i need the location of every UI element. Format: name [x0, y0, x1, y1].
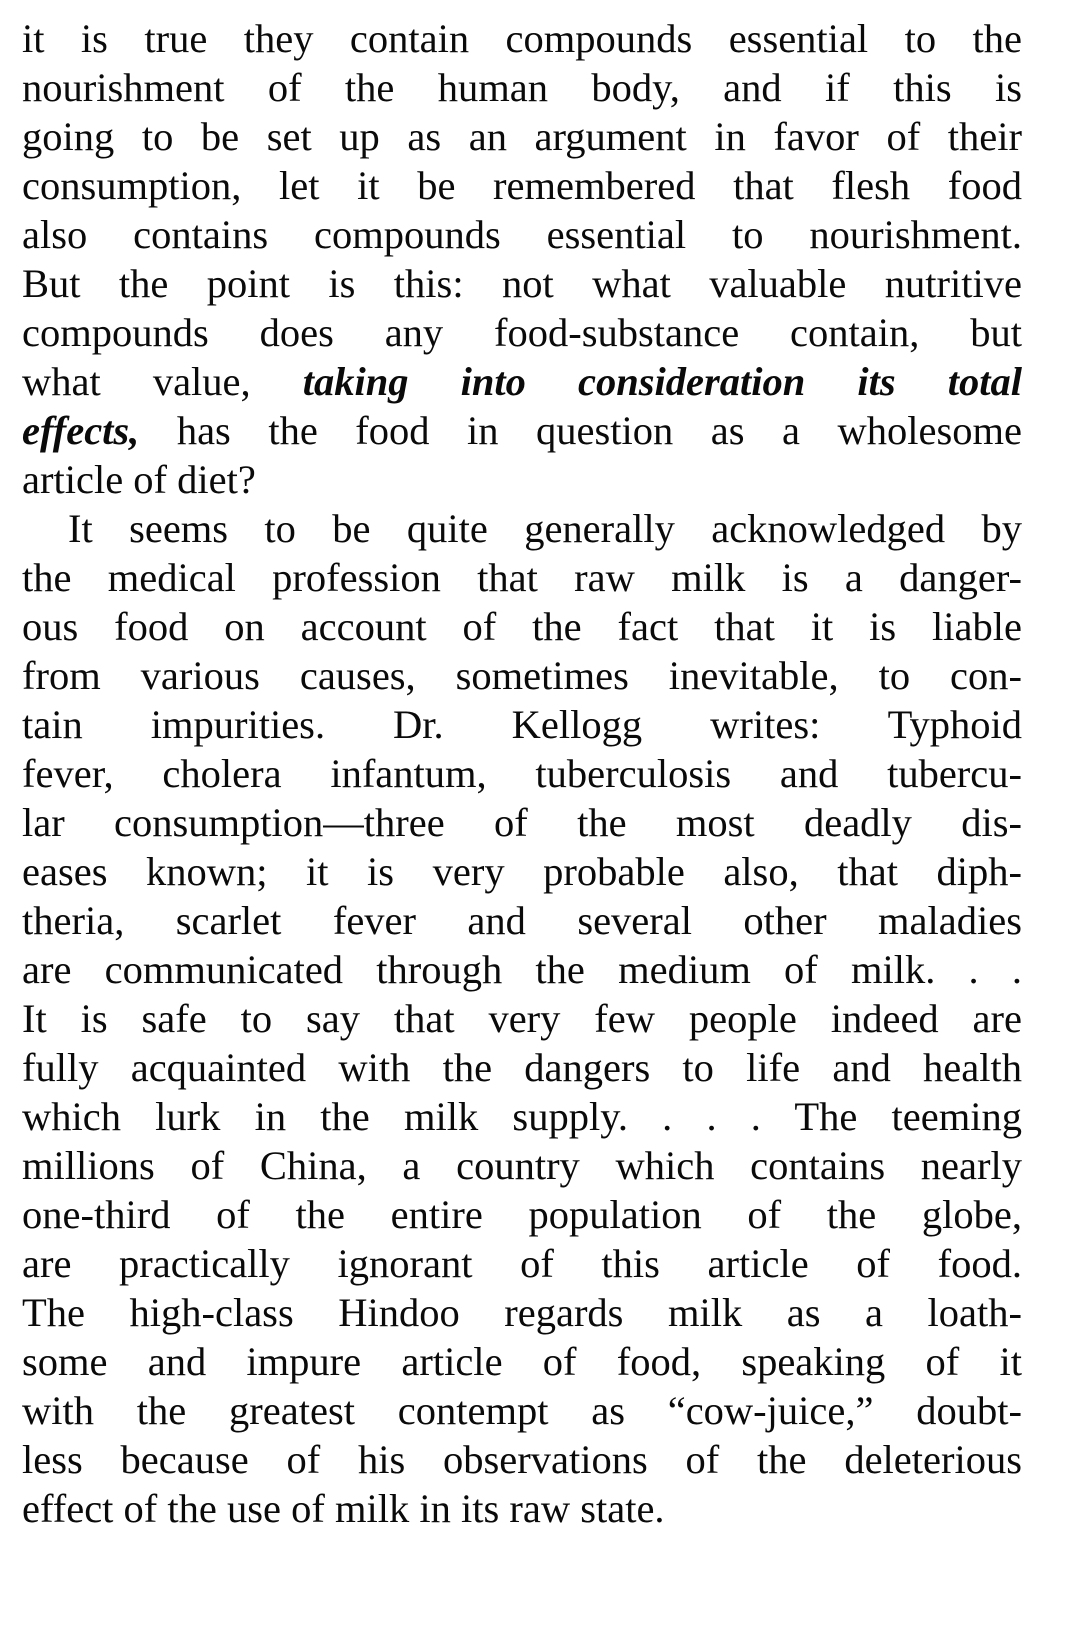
text-line: [22, 357, 1022, 406]
text-segment: effect of the use of milk in its raw state.: [22, 1486, 665, 1531]
text-line: [22, 1484, 1022, 1533]
text-segment: nourishment of the human body, and if this is: [22, 65, 1022, 110]
text-segment: consumption, let it be remembered that flesh food: [22, 163, 1022, 208]
text-line: [22, 112, 1022, 161]
text-segment: eases known; it is very probable also, that diph-: [22, 849, 1022, 894]
text-line: [22, 259, 1022, 308]
text-line: [22, 63, 1022, 112]
text-line: [22, 847, 1022, 896]
text-line: [22, 1386, 1022, 1435]
text-line: [22, 896, 1022, 945]
text-line: [22, 700, 1022, 749]
text-line: [22, 1043, 1022, 1092]
paragraph: [22, 504, 1022, 1533]
text-line: [22, 161, 1022, 210]
italic-text: taking into consideration its total: [302, 359, 1022, 404]
text-segment: The high-class Hindoo regards milk as a loath-: [22, 1290, 1022, 1335]
text-line: [22, 1337, 1022, 1386]
text-segment: from various causes, sometimes inevitable, to con-: [22, 653, 1022, 698]
text-segment: But the point is this: not what valuable nutritive: [22, 261, 1022, 306]
text-segment: article of diet?: [22, 457, 256, 502]
text-segment: ous food on account of the fact that it is liable: [22, 604, 1022, 649]
text-segment: what value,: [22, 359, 303, 404]
text-line: [22, 1141, 1022, 1190]
paragraph: [22, 14, 1022, 504]
document-page: [22, 14, 1022, 1533]
text-line: [22, 308, 1022, 357]
text-line: [22, 945, 1022, 994]
text-segment: lar consumption—three of the most deadly dis-: [22, 800, 1022, 845]
text-segment: with the greatest contempt as “cow-juice,” doubt-: [22, 1388, 1022, 1433]
text-line: [22, 1435, 1022, 1484]
text-line: [22, 651, 1022, 700]
text-segment: it is true they contain compounds essential to the: [22, 16, 1022, 61]
text-line: [22, 455, 1022, 504]
text-line: [22, 602, 1022, 651]
text-line: [22, 749, 1022, 798]
text-segment: compounds does any food-substance contain, but: [22, 310, 1022, 355]
italic-text: effects,: [22, 408, 140, 453]
text-segment: has the food in question as a wholesome: [139, 408, 1022, 453]
text-line: [22, 210, 1022, 259]
text-segment: one-third of the entire population of the globe,: [22, 1192, 1022, 1237]
text-line: [22, 994, 1022, 1043]
text-segment: tain impurities. Dr. Kellogg writes: Typhoid: [22, 702, 1022, 747]
text-line: [22, 504, 1022, 553]
text-line: [22, 1288, 1022, 1337]
text-segment: are communicated through the medium of milk. . .: [22, 947, 1022, 992]
text-segment: It is safe to say that very few people indeed are: [22, 996, 1022, 1041]
text-line: [22, 798, 1022, 847]
text-line: [22, 1190, 1022, 1239]
text-segment: some and impure article of food, speaking of it: [22, 1339, 1022, 1384]
text-line: [22, 14, 1022, 63]
text-segment: going to be set up as an argument in favor of their: [22, 114, 1022, 159]
text-segment: theria, scarlet fever and several other maladies: [22, 898, 1022, 943]
text-segment: fully acquainted with the dangers to life and health: [22, 1045, 1022, 1090]
text-line: [22, 1239, 1022, 1288]
text-segment: fever, cholera infantum, tuberculosis and tubercu-: [22, 751, 1022, 796]
text-line: [22, 1092, 1022, 1141]
text-segment: are practically ignorant of this article of food.: [22, 1241, 1022, 1286]
text-segment: It seems to be quite generally acknowledged by: [68, 506, 1022, 551]
text-segment: also contains compounds essential to nourishment.: [22, 212, 1022, 257]
text-line: [22, 553, 1022, 602]
text-segment: less because of his observations of the deleterious: [22, 1437, 1022, 1482]
text-segment: the medical profession that raw milk is a danger-: [22, 555, 1022, 600]
text-segment: millions of China, a country which contains nearly: [22, 1143, 1022, 1188]
text-line: [22, 406, 1022, 455]
text-segment: which lurk in the milk supply. . . . The teeming: [22, 1094, 1022, 1139]
